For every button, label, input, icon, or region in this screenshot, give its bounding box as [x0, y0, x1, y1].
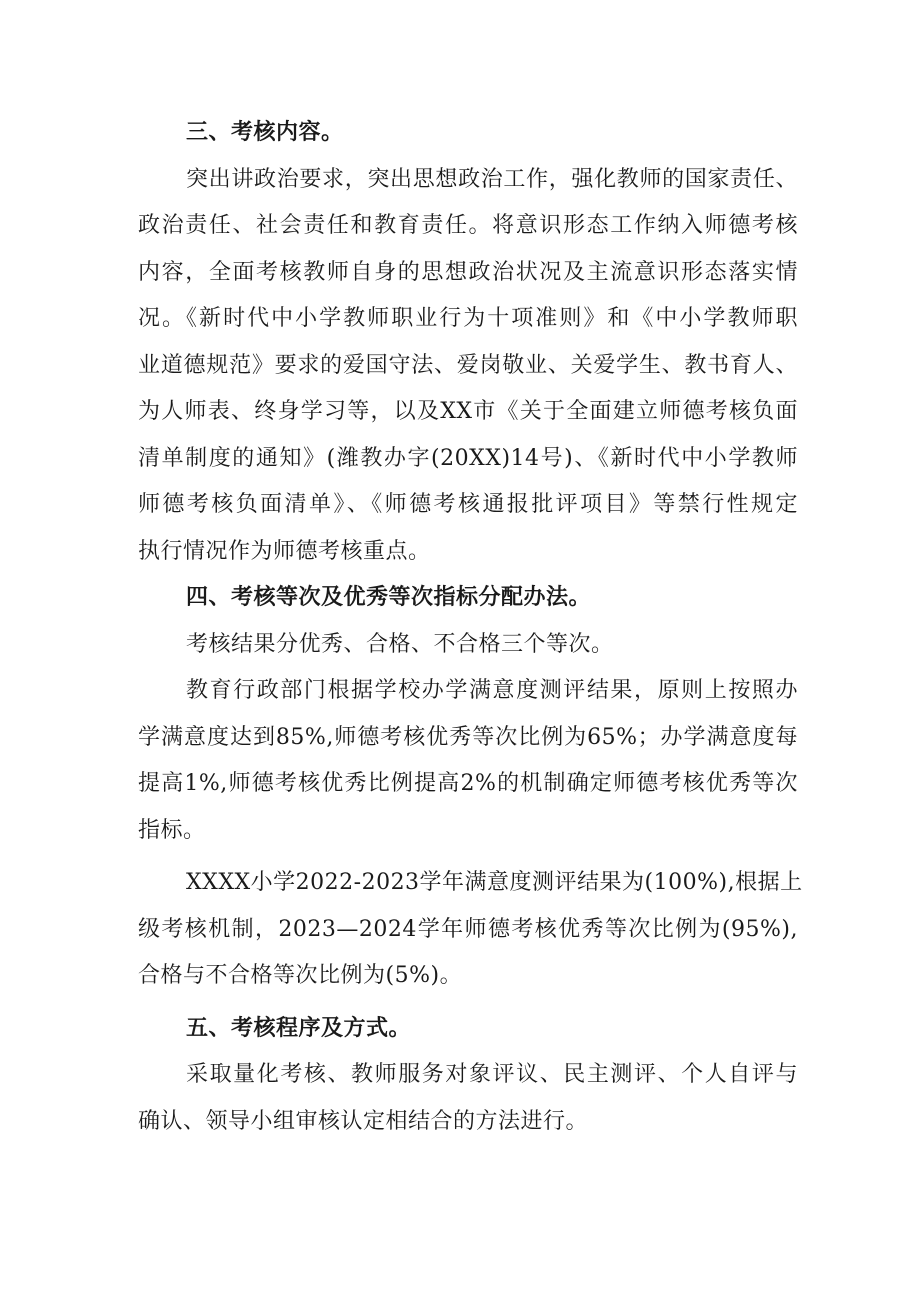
section-heading-4: 四、考核等次及优秀等次指标分配办法。	[186, 585, 592, 610]
paragraph-line: 突出讲政治要求，突出思想政治工作，强化教师的国家责任、	[186, 166, 798, 192]
document-body	[138, 110, 803, 1145]
paragraph-line: 清单制度的通知》(潍教办字(20XX)14号)、《新时代中小学教师	[138, 445, 798, 471]
paragraph-line: 指标。	[138, 817, 206, 843]
paragraph-line: 师德考核负面清单》、《师德考核通报批评项目》等禁行性规定	[138, 492, 798, 517]
paragraph-line: 业道德规范》要求的爱国守法、爱岗敬业、关爱学生、教书育人、	[138, 352, 798, 378]
paragraph-school-result	[138, 860, 803, 1000]
paragraph-grade-levels	[138, 622, 798, 669]
paragraph-line: 采取量化考核、教师服务对象评议、民主测评、个人自评与	[186, 1062, 798, 1087]
paragraph-line: 学满意度达到85%,师德考核优秀等次比例为65%；办学满意度每	[138, 724, 798, 750]
section-heading-3: 三、考核内容。	[186, 120, 344, 145]
paragraph-line: 确认、领导小组审核认定相结合的方法进行。	[138, 1108, 589, 1134]
paragraph-line: 执行情况作为师德考核重点。	[138, 538, 431, 564]
paragraph-line: XXXX小学2022-2023学年满意度测评结果为(100%),根据上	[186, 870, 803, 895]
paragraph-line: 提高1%,师德考核优秀比例提高2%的机制确定师德考核优秀等次	[138, 771, 798, 796]
paragraph-quota-rule	[138, 668, 798, 854]
paragraph-line: 内容，全面考核教师自身的思想政治状况及主流意识形态落实情	[138, 259, 798, 285]
paragraph-line: 政治责任、社会责任和教育责任。将意识形态工作纳入师德考核	[138, 213, 798, 238]
paragraph-line: 为人师表、终身学习等，以及XX市《关于全面建立师德考核负面	[138, 399, 798, 424]
paragraph-line: 况。《新时代中小学教师职业行为十项准则》和《中小学教师职	[138, 306, 798, 331]
paragraph-procedure	[138, 1052, 798, 1145]
paragraph-assessment-content	[138, 157, 798, 576]
paragraph-line: 教育行政部门根据学校办学满意度测评结果，原则上按照办	[186, 678, 798, 703]
paragraph-line: 合格与不合格等次比例为(5%)。	[138, 963, 463, 988]
paragraph-line: 考核结果分优秀、合格、不合格三个等次。	[186, 631, 614, 657]
paragraph-line: 级考核机制，2023—2024学年师德考核优秀等次比例为(95%),	[138, 916, 798, 942]
section-heading-5: 五、考核程序及方式。	[186, 1015, 412, 1041]
